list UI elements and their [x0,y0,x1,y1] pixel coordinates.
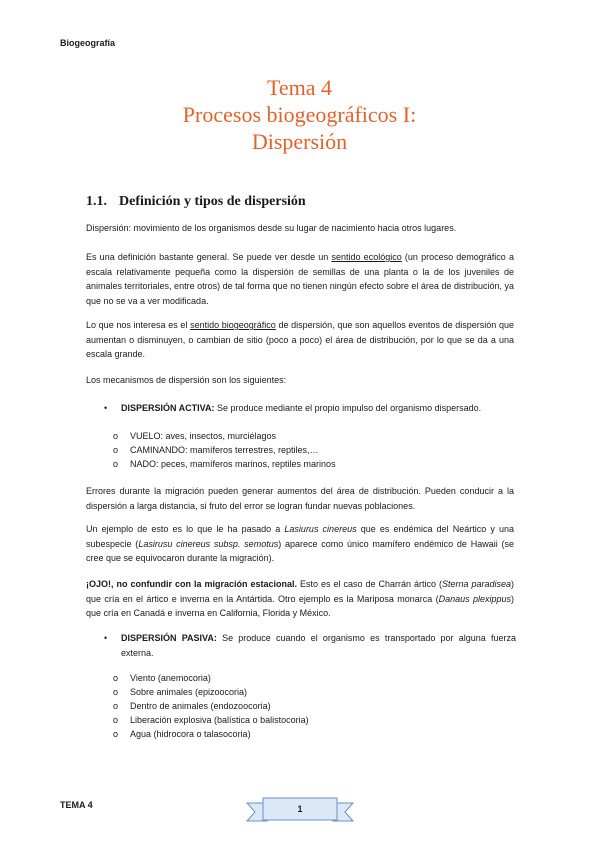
section-heading [86,194,306,210]
list-item [113,699,271,714]
text-run: Es una definición bastante general. Se puede ver desde un [86,252,332,262]
paragraph-general [86,250,514,308]
text-run: ) aparece como único mamífero endémico de Hawaii (se cree que se equivocaron durante la migración). [86,538,514,563]
sub-bullet-icon: o [113,431,119,441]
underlined-term: sentido ecológico [331,252,402,262]
text-run: Un ejemplo de esto es lo que le ha pasado a [86,524,285,534]
species-name: Lasirusu cinereus subsp. semotus [138,538,279,549]
list-item [113,443,319,458]
text-run: Esto es el caso de Charrán ártico ( [296,579,442,589]
footer-label: TEMA 4 [60,800,93,810]
list-item-text: NADO: peces, mamíferos marinos, reptiles marinos [130,459,336,469]
bullet-icon: • [104,633,108,643]
bullet-label: DISPERSIÓN ACTIVA: [121,403,215,413]
bullet-active-dispersal [104,401,516,416]
text-run: que es endémica del Neártico y una subespecie ( [86,524,514,549]
sub-bullet-icon: o [113,729,119,739]
paragraph-lasiurus-example [86,522,514,566]
sub-bullet-icon: o [113,687,119,697]
list-item-text: Dentro de animales (endozoocoria) [130,701,271,711]
list-item [113,713,309,728]
paragraph-seasonal-migration [86,577,514,621]
section-title: Definición y tipos de dispersión [119,194,306,209]
text-run: de dispersión, que son aquellos eventos de dispersión que aumentan o disminuyen, o cambian de sitio (poco a poco) el área de distribución, por lo que se da a una escala grande. [86,320,514,359]
paragraph-biogeographic [86,318,514,362]
list-item [113,685,247,700]
list-item-text: CAMINANDO: mamíferos terrestres, reptiles,… [130,445,319,455]
list-item [113,457,336,472]
list-item [113,671,211,686]
section-number: 1.1. [86,194,107,209]
list-item [113,727,251,742]
sub-bullet-icon: o [113,701,119,711]
page-title [0,74,599,155]
species-name: Danaus plexippus [438,593,511,604]
list-item-text: VUELO: aves, insectos, murciélagos [130,431,277,441]
bullet-icon: • [104,403,108,413]
text-run: Lo que nos interesa es el [86,320,191,330]
list-item [113,429,276,444]
running-head: Biogeografía [60,38,116,48]
title-line-3: Dispersión [251,129,348,154]
sub-bullet-icon: o [113,673,119,683]
list-item-text: Liberación explosiva (balística o balistocoria) [130,715,309,725]
bullet-text: Se produce cuando el organismo es transportado por alguna fuerza externa. [121,633,516,658]
species-name: Sterna paradisea [441,579,511,589]
text-run: (un proceso demográfico a escala relativamente pequeña como la dispersión de semillas de una planta o la de los juveniles de animales territoriales, entre otros) de tal forma que no tienen ningún efecto sobre el área de distribución, ya que no se va a ver modificada. [86,252,514,306]
title-line-2: Procesos biogeográficos I: [182,102,417,127]
bullet-passive-dispersal [104,631,516,660]
sub-bullet-icon: o [113,459,119,469]
page-number-ribbon [245,795,355,825]
text-run: ) que cría en el ártico e inverna en la Antártida. Otro ejemplo es la Mariposa monarca ( [86,579,514,604]
paragraph-definition: Dispersión: movimiento de los organismos desde su lugar de nacimiento hacia otros lugares. [86,223,457,233]
sub-bullet-icon: o [113,445,119,455]
warning-text: ¡OJO!, no confundir con la migración estacional. [86,579,297,589]
text-run: ) que cría en Canadá e inverna en California, Florida y México. [86,593,514,618]
paragraph-mechanisms: Los mecanismos de dispersión son los siguientes: [86,375,287,385]
list-item-text: Sobre animales (epizoocoria) [130,687,248,697]
page-number: 1 [297,804,303,814]
bullet-label: DISPERSIÓN PASIVA: [121,633,217,643]
list-item-text: Viento (anemocoria) [130,673,211,683]
underlined-term: sentido biogeográfico [190,320,276,330]
list-item-text: Agua (hidrocora o talasocoria) [130,729,251,739]
paragraph-migration-errors: Errores durante la migración pueden generar aumentos del área de distribución. Pueden conducir a la dispersión a larga distancia, si fruto del error se logran fundar nuevas poblaciones. [86,486,514,511]
sub-bullet-icon: o [113,715,119,725]
bullet-text: Se produce mediante el propio impulso del organismo dispersado. [214,403,482,413]
species-name: Lasiurus cinereus [284,524,357,534]
title-line-1: Tema 4 [266,75,333,100]
